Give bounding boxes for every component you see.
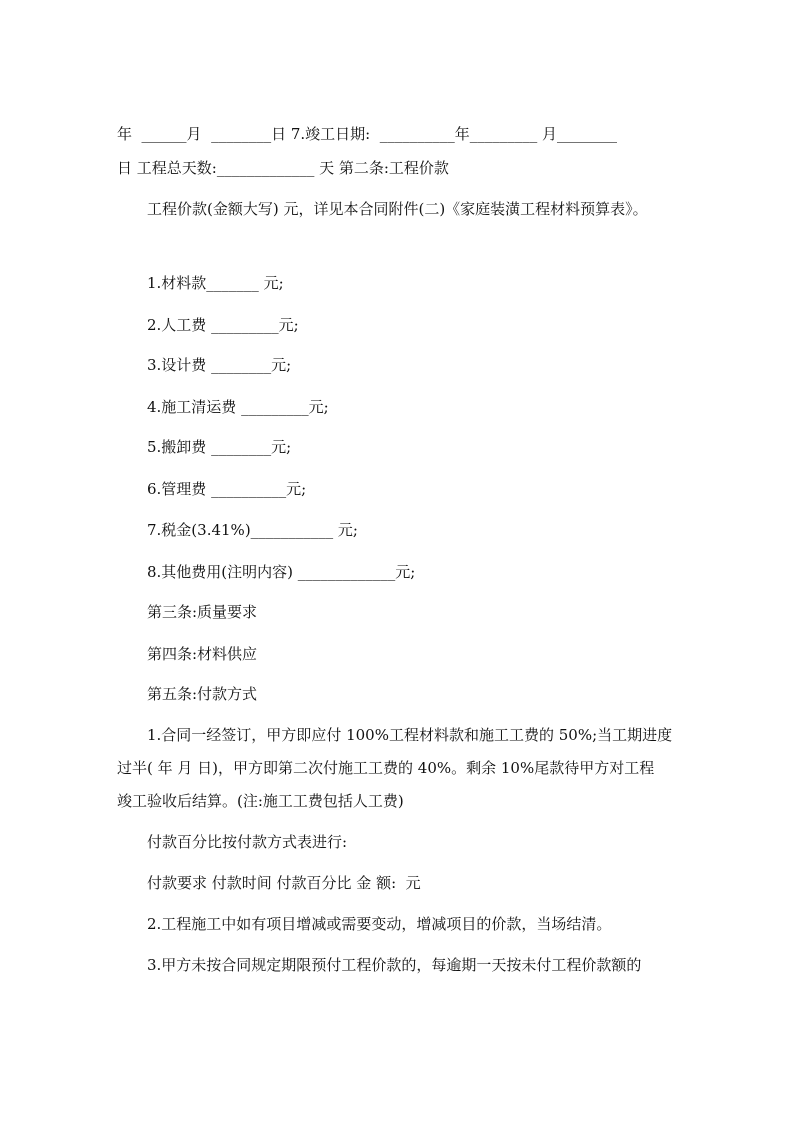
fee-item-materials: 1.材料款_______ 元; [147, 274, 284, 292]
article-4-heading: 第四条:材料供应 [147, 645, 258, 663]
fee-item-management: 6.管理费 __________元; [147, 480, 307, 498]
payment-table-header: 付款要求 付款时间 付款百分比 金 额: 元 [147, 874, 421, 892]
fee-item-labor: 2.人工费 _________元; [147, 316, 299, 334]
payment-clause-1-line-2: 过半( 年 月 日)，甲方即第二次付施工工费的 40%。剩余 10%尾款待甲方对工程 [117, 759, 655, 777]
payment-clause-1-line-3: 竣工验收后结算。(注:施工工费包括人工费) [117, 792, 404, 810]
payment-clause-1-line-1: 1.合同一经签订，甲方即应付 100%工程材料款和施工工费的 50%;当工期进度 [147, 726, 673, 744]
completion-date-line: 年 ______月 ________日 7.竣工日期: __________年_________ 月________ [117, 125, 618, 143]
fee-item-tax: 7.税金(3.41%)___________ 元; [147, 521, 358, 539]
fee-item-other: 8.其他费用(注明内容) _____________元; [147, 563, 416, 581]
payment-percentage-note: 付款百分比按付款方式表进行: [147, 833, 348, 851]
total-days-and-article-2-line: 日 工程总天数:_____________ 天 第二条:工程价款 [117, 159, 449, 177]
article-5-heading: 第五条:付款方式 [147, 685, 258, 703]
article-3-heading: 第三条:质量要求 [147, 603, 258, 621]
payment-clause-3: 3.甲方未按合同规定期限预付工程价款的，每逾期一天按未付工程价款额的 [147, 956, 642, 974]
project-price-paragraph: 工程价款(金额大写) 元，详见本合同附件(二)《家庭装潢工程材料预算表》。 [147, 200, 648, 218]
fee-item-handling: 5.搬卸费 ________元; [147, 438, 292, 456]
fee-item-cleanup: 4.施工清运费 _________元; [147, 398, 329, 416]
fee-item-design: 3.设计费 ________元; [147, 356, 292, 374]
payment-clause-2: 2.工程施工中如有项目增减或需要变动，增减项目的价款，当场结清。 [147, 915, 612, 933]
